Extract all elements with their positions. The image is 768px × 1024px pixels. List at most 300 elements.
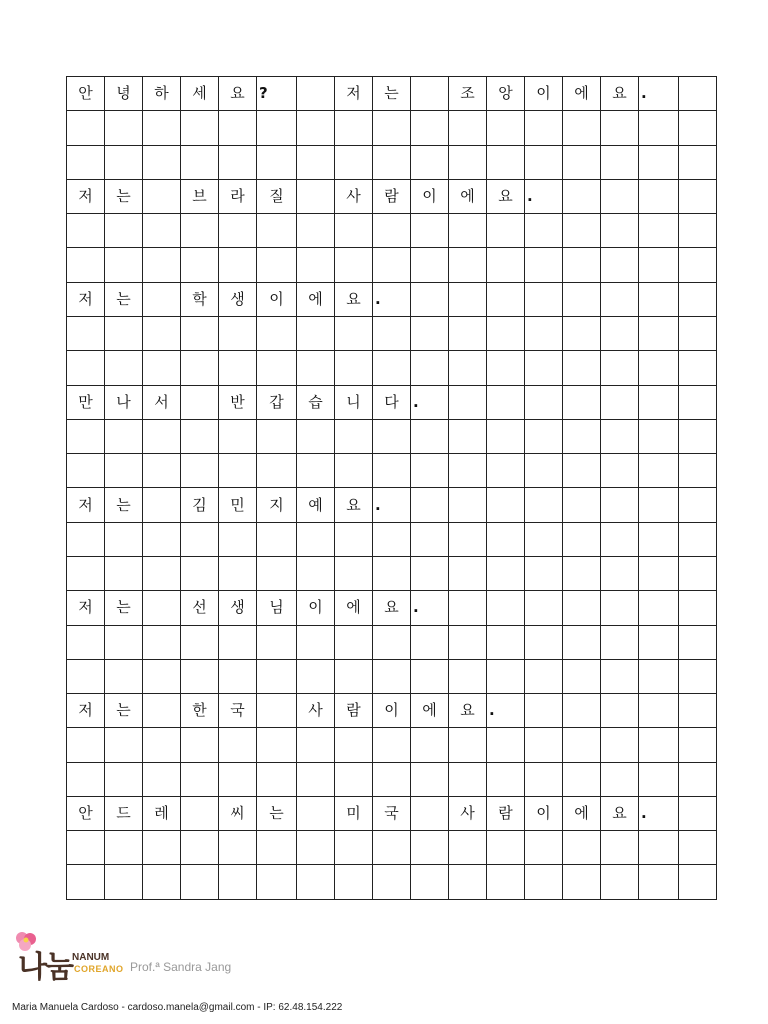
grid-cell — [257, 659, 297, 693]
grid-cell: 는 — [105, 179, 143, 213]
grid-row — [67, 248, 717, 282]
grid-cell — [257, 351, 297, 385]
grid-cell — [679, 77, 717, 111]
grid-cell — [679, 214, 717, 248]
grid-row — [67, 385, 717, 419]
grid-cell — [67, 728, 105, 762]
grid-cell — [601, 488, 639, 522]
grid-cell — [449, 591, 487, 625]
grid-cell: . — [411, 385, 449, 419]
grid-cell — [411, 248, 449, 282]
grid-row — [67, 796, 717, 830]
grid-cell — [563, 385, 601, 419]
grid-cell — [219, 351, 257, 385]
grid-row — [67, 214, 717, 248]
grid-cell — [411, 556, 449, 590]
grid-cell — [219, 728, 257, 762]
grid-cell: 미 — [335, 796, 373, 830]
grid-cell — [373, 214, 411, 248]
grid-cell — [639, 522, 679, 556]
grid-cell — [67, 351, 105, 385]
grid-cell — [219, 831, 257, 865]
grid-cell — [143, 179, 181, 213]
grid-cell — [143, 728, 181, 762]
grid-cell — [487, 556, 525, 590]
grid-cell — [411, 831, 449, 865]
grid-cell — [411, 659, 449, 693]
grid-row — [67, 77, 717, 111]
grid-cell: 에 — [297, 282, 335, 316]
grid-cell — [67, 556, 105, 590]
grid-cell: . — [639, 796, 679, 830]
grid-cell — [563, 419, 601, 453]
grid-cell: 씨 — [219, 796, 257, 830]
grid-cell — [679, 248, 717, 282]
grid-cell: 이 — [297, 591, 335, 625]
grid-cell: 습 — [297, 385, 335, 419]
grid-cell — [257, 419, 297, 453]
grid-cell — [563, 351, 601, 385]
grid-cell — [449, 659, 487, 693]
grid-cell — [181, 659, 219, 693]
grid-cell — [181, 214, 219, 248]
grid-cell — [563, 179, 601, 213]
grid-cell — [487, 522, 525, 556]
grid-cell: 앙 — [487, 77, 525, 111]
grid-cell — [297, 659, 335, 693]
grid-cell — [335, 556, 373, 590]
grid-cell — [297, 522, 335, 556]
grid-cell — [143, 111, 181, 145]
grid-cell — [487, 282, 525, 316]
grid-cell — [449, 419, 487, 453]
grid-cell — [143, 694, 181, 728]
grid-cell: 드 — [105, 796, 143, 830]
grid-cell — [257, 728, 297, 762]
grid-cell — [335, 351, 373, 385]
grid-cell: 김 — [181, 488, 219, 522]
grid-cell — [335, 214, 373, 248]
grid-cell: 하 — [143, 77, 181, 111]
grid-cell: 조 — [449, 77, 487, 111]
grid-cell — [181, 625, 219, 659]
grid-row — [67, 591, 717, 625]
grid-cell — [525, 111, 563, 145]
grid-cell: . — [487, 694, 525, 728]
grid-cell — [639, 659, 679, 693]
grid-cell — [525, 454, 563, 488]
grid-cell — [411, 282, 449, 316]
grid-cell — [335, 659, 373, 693]
grid-cell — [411, 111, 449, 145]
grid-cell — [487, 728, 525, 762]
grid-cell — [601, 282, 639, 316]
grid-row — [67, 694, 717, 728]
grid-cell — [601, 145, 639, 179]
grid-cell — [449, 145, 487, 179]
grid-cell — [525, 625, 563, 659]
grid-cell — [335, 728, 373, 762]
grid-cell — [105, 522, 143, 556]
grid-cell: 이 — [257, 282, 297, 316]
grid-cell — [219, 248, 257, 282]
grid-cell — [411, 488, 449, 522]
grid-cell — [105, 145, 143, 179]
grid-cell — [487, 214, 525, 248]
grid-cell — [411, 419, 449, 453]
grid-cell — [297, 316, 335, 350]
grid-cell — [563, 145, 601, 179]
grid-cell: 예 — [297, 488, 335, 522]
grid-cell — [525, 659, 563, 693]
grid-cell: 녕 — [105, 77, 143, 111]
grid-cell — [679, 556, 717, 590]
grid-cell — [143, 145, 181, 179]
grid-cell — [679, 831, 717, 865]
grid-cell — [335, 522, 373, 556]
grid-cell — [373, 454, 411, 488]
grid-cell — [449, 831, 487, 865]
grid-cell — [601, 728, 639, 762]
grid-cell: 는 — [105, 694, 143, 728]
grid-cell — [219, 762, 257, 796]
grid-cell — [449, 625, 487, 659]
grid-row — [67, 179, 717, 213]
grid-cell: 이 — [411, 179, 449, 213]
grid-cell — [67, 522, 105, 556]
grid-cell — [679, 316, 717, 350]
grid-cell — [105, 728, 143, 762]
grid-cell — [297, 248, 335, 282]
grid-cell — [257, 214, 297, 248]
grid-cell — [181, 351, 219, 385]
grid-cell — [639, 831, 679, 865]
grid-cell — [373, 351, 411, 385]
grid-cell — [105, 214, 143, 248]
grid-cell — [297, 179, 335, 213]
grid-cell — [67, 214, 105, 248]
grid-cell: 반 — [219, 385, 257, 419]
grid-cell — [335, 762, 373, 796]
grid-cell: 저 — [67, 179, 105, 213]
grid-cell — [525, 728, 563, 762]
grid-cell — [639, 454, 679, 488]
grid-cell — [335, 865, 373, 900]
grid-cell: 는 — [257, 796, 297, 830]
grid-cell — [335, 831, 373, 865]
grid-cell — [639, 488, 679, 522]
grid-cell — [67, 454, 105, 488]
grid-cell — [257, 831, 297, 865]
grid-cell — [143, 556, 181, 590]
grid-cell — [525, 522, 563, 556]
grid-row — [67, 488, 717, 522]
grid-cell — [601, 454, 639, 488]
grid-cell — [143, 454, 181, 488]
grid-cell — [411, 316, 449, 350]
grid-cell — [525, 419, 563, 453]
grid-cell — [679, 659, 717, 693]
grid-cell — [563, 248, 601, 282]
grid-cell — [257, 248, 297, 282]
grid-cell — [639, 728, 679, 762]
grid-cell: 요 — [601, 77, 639, 111]
grid-cell — [105, 419, 143, 453]
grid-row — [67, 282, 717, 316]
grid-cell — [181, 522, 219, 556]
grid-cell — [449, 282, 487, 316]
grid-cell — [143, 625, 181, 659]
writing-practice-grid — [66, 76, 717, 900]
grid-cell — [373, 865, 411, 900]
grid-cell — [411, 625, 449, 659]
grid-cell: 안 — [67, 77, 105, 111]
grid-cell — [297, 77, 335, 111]
grid-cell: 질 — [257, 179, 297, 213]
grid-cell — [373, 419, 411, 453]
grid-cell — [143, 831, 181, 865]
grid-cell — [143, 214, 181, 248]
grid-cell — [525, 762, 563, 796]
grid-cell — [679, 694, 717, 728]
grid-cell — [525, 385, 563, 419]
grid-cell — [525, 282, 563, 316]
grid-cell — [373, 522, 411, 556]
grid-cell — [411, 214, 449, 248]
grid-cell — [525, 694, 563, 728]
grid-cell: 저 — [67, 488, 105, 522]
grid-cell — [449, 214, 487, 248]
grid-cell — [373, 111, 411, 145]
grid-cell — [411, 454, 449, 488]
grid-cell — [563, 831, 601, 865]
grid-cell: 서 — [143, 385, 181, 419]
grid-cell: 요 — [373, 591, 411, 625]
grid-cell: 에 — [563, 77, 601, 111]
grid-cell — [601, 179, 639, 213]
grid-cell — [219, 556, 257, 590]
grid-cell — [487, 591, 525, 625]
grid-cell — [487, 145, 525, 179]
grid-row — [67, 728, 717, 762]
grid-cell — [219, 214, 257, 248]
grid-cell — [525, 556, 563, 590]
grid-cell — [639, 762, 679, 796]
grid-cell — [181, 762, 219, 796]
grid-cell — [297, 625, 335, 659]
grid-cell — [411, 77, 449, 111]
grid-cell — [181, 111, 219, 145]
grid-cell: 요 — [335, 282, 373, 316]
grid-cell: ? — [257, 77, 297, 111]
grid-cell — [219, 625, 257, 659]
grid-cell: . — [373, 488, 411, 522]
grid-cell — [257, 865, 297, 900]
grid-cell: 선 — [181, 591, 219, 625]
grid-cell — [105, 556, 143, 590]
grid-cell: 요 — [487, 179, 525, 213]
grid-cell — [67, 659, 105, 693]
grid-cell — [679, 728, 717, 762]
grid-cell — [639, 179, 679, 213]
grid-cell: . — [525, 179, 563, 213]
grid-cell — [297, 865, 335, 900]
grid-cell: 사 — [449, 796, 487, 830]
grid-cell — [639, 214, 679, 248]
grid-cell — [67, 865, 105, 900]
grid-cell: 님 — [257, 591, 297, 625]
grid-cell — [411, 865, 449, 900]
grid-cell: 저 — [67, 282, 105, 316]
logo-hangul: 나눔 — [18, 950, 72, 985]
grid-cell — [679, 796, 717, 830]
grid-cell: 민 — [219, 488, 257, 522]
grid-cell — [335, 419, 373, 453]
grid-cell — [525, 831, 563, 865]
grid-cell — [679, 282, 717, 316]
grid-cell — [563, 728, 601, 762]
grid-cell: 요 — [601, 796, 639, 830]
grid-cell — [639, 316, 679, 350]
grid-cell — [601, 111, 639, 145]
grid-cell: 이 — [525, 77, 563, 111]
grid-cell: 는 — [105, 282, 143, 316]
grid-cell — [601, 591, 639, 625]
grid-row — [67, 145, 717, 179]
grid-cell — [143, 659, 181, 693]
grid-cell: 에 — [411, 694, 449, 728]
grid-cell: 생 — [219, 591, 257, 625]
grid-row — [67, 419, 717, 453]
grid-cell — [67, 419, 105, 453]
grid-cell — [181, 796, 219, 830]
grid-cell — [679, 179, 717, 213]
grid-cell — [525, 316, 563, 350]
grid-cell — [449, 556, 487, 590]
grid-cell — [257, 316, 297, 350]
grid-cell — [67, 316, 105, 350]
grid-cell — [639, 385, 679, 419]
grid-cell — [257, 762, 297, 796]
grid-cell — [563, 625, 601, 659]
grid-cell — [525, 351, 563, 385]
grid-cell: 이 — [373, 694, 411, 728]
grid-cell — [297, 831, 335, 865]
grid-cell — [67, 625, 105, 659]
grid-cell — [105, 454, 143, 488]
grid-cell — [67, 762, 105, 796]
grid-cell — [449, 316, 487, 350]
grid-cell — [411, 762, 449, 796]
grid-cell: 요 — [335, 488, 373, 522]
grid-cell — [449, 865, 487, 900]
grid-cell — [219, 419, 257, 453]
grid-cell — [563, 111, 601, 145]
grid-cell — [181, 831, 219, 865]
grid-cell — [487, 385, 525, 419]
grid-cell — [411, 796, 449, 830]
grid-cell — [181, 385, 219, 419]
grid-cell — [449, 454, 487, 488]
grid-cell — [143, 762, 181, 796]
grid-cell — [219, 865, 257, 900]
grid-cell — [679, 522, 717, 556]
grid-cell — [487, 111, 525, 145]
grid-cell — [67, 111, 105, 145]
grid-cell: 에 — [335, 591, 373, 625]
grid-cell — [563, 522, 601, 556]
grid-cell — [679, 865, 717, 900]
grid-cell: 는 — [105, 591, 143, 625]
grid-cell — [679, 488, 717, 522]
grid-cell — [297, 796, 335, 830]
grid-cell — [219, 111, 257, 145]
grid-cell — [335, 111, 373, 145]
grid-cell: 생 — [219, 282, 257, 316]
grid-cell — [601, 865, 639, 900]
grid-cell — [105, 865, 143, 900]
grid-cell — [373, 728, 411, 762]
grid-cell — [487, 316, 525, 350]
grid-cell — [411, 728, 449, 762]
grid-cell — [105, 351, 143, 385]
grid-cell — [601, 831, 639, 865]
grid-cell — [181, 248, 219, 282]
grid-cell — [639, 694, 679, 728]
grid-cell: 요 — [219, 77, 257, 111]
grid-cell: 갑 — [257, 385, 297, 419]
grid-cell — [639, 248, 679, 282]
grid-cell — [257, 522, 297, 556]
grid-cell — [143, 419, 181, 453]
grid-cell — [563, 214, 601, 248]
grid-cell — [297, 556, 335, 590]
grid-row — [67, 111, 717, 145]
grid-cell: 다 — [373, 385, 411, 419]
grid-cell — [449, 488, 487, 522]
grid-cell — [143, 522, 181, 556]
grid-cell — [143, 316, 181, 350]
grid-cell — [105, 831, 143, 865]
grid-cell — [563, 282, 601, 316]
grid-cell — [639, 865, 679, 900]
grid-cell: 저 — [67, 591, 105, 625]
grid-cell — [525, 145, 563, 179]
grid-cell — [601, 522, 639, 556]
grid-cell — [601, 659, 639, 693]
grid-cell: 나 — [105, 385, 143, 419]
grid-cell — [143, 865, 181, 900]
grid-cell — [679, 385, 717, 419]
grid-cell — [639, 111, 679, 145]
grid-cell — [297, 145, 335, 179]
grid-cell: 람 — [335, 694, 373, 728]
grid-cell — [487, 351, 525, 385]
grid-cell — [679, 454, 717, 488]
grid-cell — [563, 694, 601, 728]
grid-cell — [297, 214, 335, 248]
grid-cell — [563, 591, 601, 625]
grid-cell — [679, 591, 717, 625]
grid-cell — [67, 248, 105, 282]
grid-cell — [601, 556, 639, 590]
grid-cell: 는 — [373, 77, 411, 111]
grid-cell: 브 — [181, 179, 219, 213]
grid-cell — [67, 831, 105, 865]
grid-cell — [219, 145, 257, 179]
grid-row — [67, 762, 717, 796]
grid-cell — [181, 419, 219, 453]
